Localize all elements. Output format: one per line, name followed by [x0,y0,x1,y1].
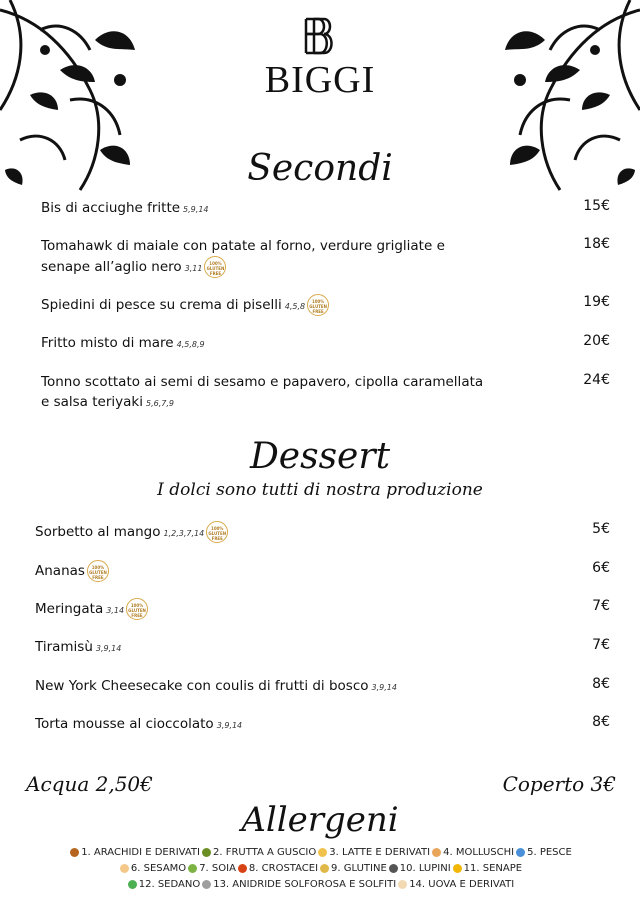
allergen-icon [70,848,79,857]
dish-price: 7€ [592,637,610,653]
dish-name: Meringata [35,601,104,617]
allergen-icon [318,848,327,857]
allergen-entry: 14. UOVA E DERIVATI [409,879,515,890]
allergen-icon [202,880,211,889]
allergen-icon [128,880,137,889]
logo [0,16,640,102]
section-title-allergeni: Allergeni [241,800,399,840]
dish-name: Torta mousse al cioccolato [35,716,214,732]
secondi-item [41,294,521,317]
allergen-icon [202,848,211,857]
dish-name: New York Cheesecake con coulis di frutti di bosco [35,678,369,694]
allergen-entry: 10. LUPINI [399,863,451,874]
dish-allergens: 5,6,7,9 [145,399,174,408]
secondi-item [41,372,521,414]
dessert-item [35,598,515,621]
gluten-free-badge-icon: 100% GLUTEN FREE [206,521,228,543]
water-price: Acqua 2,50€ [26,772,153,796]
gluten-free-badge-icon: 100% GLUTEN FREE [307,294,329,316]
allergen-entry: 8. CROSTACEI [248,863,319,874]
dish-name: Bis di acciughe fritte [41,200,181,216]
allergen-entry: 6. SESAMO [130,863,187,874]
allergen-entry: 4. MOLLUSCHI [443,847,515,858]
allergen-icon [432,848,441,857]
monogram-logo-icon [300,16,340,56]
dish-allergens: 3,9,14 [216,721,243,730]
section-title-secondi: Secondi [247,148,393,189]
dish-name: Tonno scottato ai semi di sesamo e papavero, cipolla caramellata [41,374,484,390]
dish-allergens: 4,5,8 [284,302,306,311]
allergen-entry: 3. LATTE E DERIVATI [329,847,431,858]
allergen-legend [30,845,610,893]
secondi-item [41,236,521,279]
allergen-icon [320,864,329,873]
dish-allergens: 3,11 [184,264,203,273]
dessert-item [35,676,515,698]
allergen-entry: 5. PESCE [527,847,572,858]
dish-price: 6€ [592,560,610,576]
allergen-icon [398,880,407,889]
dish-allergens: 3,9,14 [371,683,397,692]
allergen-icon [188,864,197,873]
dish-allergens: 3,14 [106,606,125,615]
dessert-item [35,637,515,659]
allergen-entry: 13. ANIDRIDE SOLFOROSA E SOLFITI [213,879,397,890]
allergen-entry: 11. SENAPE [463,863,523,874]
secondi-item [41,198,521,220]
brand-name: BIGGI [264,59,376,101]
allergen-entry: 2. FRUTTA A GUSCIO [212,847,317,858]
allergen-icon [453,864,462,873]
allergen-entry: 12. SEDANO [138,879,201,890]
dish-allergens: 1,2,3,7,14 [163,529,205,538]
dish-name-continued: e salsa teriyaki [41,394,143,410]
dish-price: 20€ [583,333,610,349]
allergen-entry: 9. GLUTINE [331,863,387,874]
dish-name-continued: senape all’aglio nero [41,259,182,275]
secondi-item [41,333,521,355]
dish-name: Tiramisù [35,639,93,655]
dish-allergens: 4,5,8,9 [176,340,205,349]
allergen-icon [120,864,129,873]
dish-allergens: 5,9,14 [183,205,209,214]
dish-name: Fritto misto di mare [41,335,174,351]
dish-allergens: 3,9,14 [95,644,122,653]
dish-name: Spiedini di pesce su crema di piselli [41,297,282,313]
allergen-icon [516,848,525,857]
dish-price: 19€ [583,294,610,310]
dish-price: 8€ [592,676,610,692]
dish-name: Sorbetto al mango [35,524,161,540]
dessert-item [35,714,515,736]
allergen-icon [238,864,247,873]
allergen-entry: 1. ARACHIDI E DERIVATI [81,847,200,858]
cover-charge: Coperto 3€ [502,772,616,796]
dish-price: 15€ [583,198,610,214]
dish-price: 8€ [592,714,610,730]
section-title-dessert: Dessert [249,436,391,477]
dessert-subtitle: I dolci sono tutti di nostra produzione [157,480,483,500]
gluten-free-badge-icon: 100% GLUTEN FREE [87,560,109,582]
dish-price: 24€ [583,372,610,388]
gluten-free-badge-icon: 100% GLUTEN FREE [126,598,148,620]
dessert-item [35,521,515,544]
allergen-entry: 7. SOIA [199,863,236,874]
dish-price: 5€ [592,521,610,537]
allergen-icon [389,864,398,873]
gluten-free-badge-icon: 100% GLUTEN FREE [204,256,226,278]
dish-price: 18€ [583,236,610,252]
dish-price: 7€ [592,598,610,614]
dish-name: Tomahawk di maiale con patate al forno, verdure grigliate e [41,238,445,254]
dessert-item [35,560,515,582]
dish-name: Ananas [35,563,85,579]
